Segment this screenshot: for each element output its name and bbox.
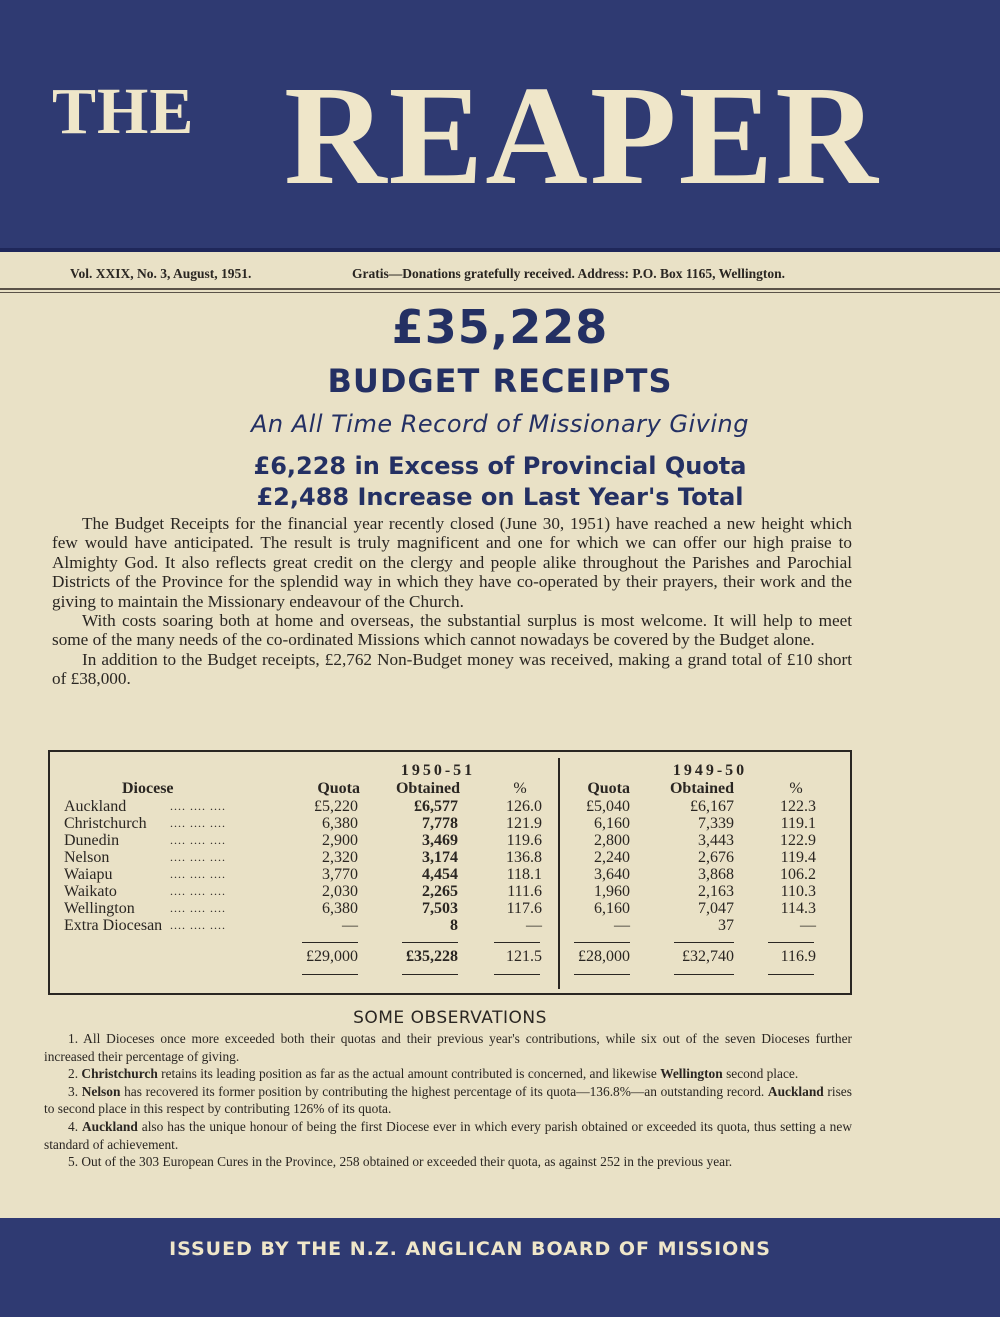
issue-info-line <box>0 262 1000 288</box>
total-rule <box>768 942 814 943</box>
article-body <box>52 514 852 689</box>
leader-dots: .... .... .... <box>170 833 226 847</box>
article-paragraph-1: The Budget Receipts for the financial year recently closed (June 30, 1951) have reached a new height which few would have anticipated. The result is truly magnificent and one for which we can offer our high praise to Almighty God. It also reflects great credit on the clergy and people alike throughout the Parishes and Parochial Districts of the Province for the splendid way in which they have co-operated by their prayers, their work and the giving to maintain the Missionary endeavour of the Church. <box>52 514 852 611</box>
observation-diocese: Nelson <box>81 1083 121 1099</box>
cell-name: Extra Diocesan <box>64 917 163 934</box>
total-rule-bottom <box>674 974 734 975</box>
headline-subtitle: An All Time Record of Missionary Giving <box>251 410 749 438</box>
cell-name: Christchurch <box>64 815 147 832</box>
total-quota-1950: £29,000 <box>306 948 358 965</box>
cell-p2: — <box>800 917 816 934</box>
cell-q2: — <box>614 917 630 934</box>
observation-5: 5. Out of the 303 European Cures in the Province, 258 obtained or exceeded their quota, as against 252 in the previous year. <box>68 1154 733 1170</box>
cell-q1: 6,380 <box>322 900 358 917</box>
cell-o1: £6,577 <box>414 798 458 815</box>
leader-dots: .... .... .... <box>170 816 226 830</box>
cell-q2: 6,160 <box>594 900 630 917</box>
observation-number: 3. <box>68 1083 79 1099</box>
observation-2 <box>44 1065 852 1083</box>
total-rule <box>302 942 358 943</box>
cell-q2: 2,240 <box>594 849 630 866</box>
total-rule-bottom <box>574 974 630 975</box>
total-rule <box>674 942 734 943</box>
cell-q2: 6,160 <box>594 815 630 832</box>
total-pct-1950: 121.5 <box>506 948 542 965</box>
observations-title: SOME OBSERVATIONS <box>353 1008 547 1028</box>
cell-p2: 122.9 <box>780 832 816 849</box>
cell-q1: 3,770 <box>322 866 358 883</box>
total-rule <box>574 942 630 943</box>
total-obtained-1949: £32,740 <box>682 948 734 965</box>
observation-text: rises to second place in this respect by contributing 126% of its quota. <box>44 1083 852 1117</box>
year-header-1950: 1950-51 <box>400 762 476 779</box>
total-rule <box>494 942 540 943</box>
observation-text: retains its leading position as far as the actual amount contributed is concerned, and likewise <box>161 1066 657 1082</box>
cell-p1: 118.1 <box>506 866 542 883</box>
column-header-pct-2: % <box>789 780 803 797</box>
total-rule <box>402 942 458 943</box>
leader-dots: .... .... .... <box>170 799 226 813</box>
leader-dots: .... .... .... <box>170 867 226 881</box>
cell-p2: 110.3 <box>780 883 816 900</box>
cell-name: Waiapu <box>64 866 113 883</box>
cell-name: Nelson <box>64 849 110 866</box>
cell-q1: — <box>342 917 358 934</box>
column-header-pct-1: % <box>513 780 527 797</box>
total-obtained-1950: £35,228 <box>406 948 458 965</box>
cell-o2: 37 <box>718 917 734 934</box>
leader-dots: .... .... .... <box>170 918 226 932</box>
observation-diocese: Christchurch <box>81 1066 158 1082</box>
column-header-diocese: Diocese <box>122 780 174 797</box>
article-paragraph-2: With costs soaring both at home and overseas, the substantial surplus is most welcome. It will help to meet some of the many needs of the co-ordinated Missions which cannot nowadays be covered by the Budget alone. <box>52 611 852 650</box>
cell-q1: £5,220 <box>314 798 358 815</box>
leader-dots: .... .... .... <box>170 850 226 864</box>
total-rule-bottom <box>768 974 814 975</box>
leader-dots: .... .... .... <box>170 884 226 898</box>
cell-o1: 3,469 <box>422 832 458 849</box>
cell-name: Waikato <box>64 883 117 900</box>
leader-dots: .... .... .... <box>170 901 226 915</box>
observation-number: 4. <box>68 1118 79 1134</box>
column-header-quota-1: Quota <box>317 780 360 797</box>
headline-title: BUDGET RECEIPTS <box>327 362 673 400</box>
observation-text: second place. <box>726 1066 799 1082</box>
cell-o1: 8 <box>450 917 458 934</box>
cell-q2: 2,800 <box>594 832 630 849</box>
cell-o2: 2,676 <box>698 849 734 866</box>
cell-q1: 6,380 <box>322 815 358 832</box>
cell-p1: 117.6 <box>506 900 542 917</box>
cell-p1: 121.9 <box>506 815 542 832</box>
headline-excess: £6,228 in Excess of Provincial Quota <box>253 452 747 480</box>
cell-p1: 136.8 <box>506 849 542 866</box>
cell-o2: £6,167 <box>690 798 734 815</box>
cell-p2: 119.1 <box>780 815 816 832</box>
year-header-1949: 1949-50 <box>672 762 748 779</box>
cell-p1: 119.6 <box>506 832 542 849</box>
observation-3 <box>44 1083 852 1118</box>
cell-q2: 1,960 <box>594 883 630 900</box>
cell-name: Auckland <box>64 798 127 815</box>
cell-p1: 126.0 <box>506 798 542 815</box>
cell-q1: 2,320 <box>322 849 358 866</box>
column-header-obtained-2: Obtained <box>669 780 734 797</box>
cell-o1: 3,174 <box>422 849 458 866</box>
observations-list <box>44 1030 852 1171</box>
observation-diocese: Auckland <box>81 1118 138 1134</box>
observation-text: also has the unique honour of being the first Diocese ever in which every parish obtained or exceeded its quota, thus setting a new standard of achievement. <box>44 1118 852 1152</box>
observation-diocese: Wellington <box>660 1066 723 1082</box>
divider-rule <box>0 288 1000 290</box>
cell-q2: 3,640 <box>594 866 630 883</box>
gratis-address: Gratis—Donations gratefully received. Address: P.O. Box 1165, Wellington. <box>352 266 786 281</box>
cell-o2: 2,163 <box>698 883 734 900</box>
cell-p1: — <box>526 917 542 934</box>
masthead-title: REAPER <box>284 56 880 214</box>
column-header-obtained-1: Obtained <box>395 780 460 797</box>
total-pct-1949: 116.9 <box>780 948 816 965</box>
cell-q2: £5,040 <box>586 798 630 815</box>
cell-p2: 106.2 <box>780 866 816 883</box>
cell-p1: 111.6 <box>507 883 542 900</box>
total-rule-bottom <box>402 974 458 975</box>
masthead <box>0 0 1000 252</box>
cell-o2: 3,868 <box>698 866 734 883</box>
column-header-quota-2: Quota <box>587 780 630 797</box>
cell-o2: 7,047 <box>698 900 734 917</box>
article-paragraph-3: In addition to the Budget receipts, £2,762 Non-Budget money was received, making a grand total of £10 short of £38,000. <box>52 649 852 689</box>
observation-1: 1. All Dioceses once more exceeded both their quotas and their previous year's contributions, while six out of the seven Dioceses further increased their percentage of giving. <box>44 1031 852 1064</box>
cell-o1: 4,454 <box>422 866 458 883</box>
cell-o2: 3,443 <box>698 832 734 849</box>
headline-increase: £2,488 Increase on Last Year's Total <box>256 483 744 511</box>
total-rule-bottom <box>302 974 358 975</box>
total-rule-bottom <box>494 974 540 975</box>
observation-4 <box>44 1118 852 1153</box>
cell-o1: 2,265 <box>422 883 458 900</box>
cell-o1: 7,778 <box>422 815 458 832</box>
observation-number: 2. <box>68 1066 79 1082</box>
cell-o2: 7,339 <box>698 815 734 832</box>
cell-p2: 114.3 <box>780 900 816 917</box>
cell-p2: 122.3 <box>780 798 816 815</box>
observation-diocese: Auckland <box>767 1083 824 1099</box>
cell-name: Wellington <box>64 900 135 917</box>
cell-q1: 2,900 <box>322 832 358 849</box>
budget-table <box>48 750 852 995</box>
footer-banner <box>0 1218 1000 1317</box>
divider-rule-thin <box>0 292 1000 293</box>
cell-o1: 7,503 <box>422 900 458 917</box>
observation-text: has recovered its former position by contributing the highest percentage of its quota—136.8%—an outstanding record. <box>124 1083 765 1099</box>
cell-name: Dunedin <box>64 832 120 849</box>
total-quota-1949: £28,000 <box>578 948 630 965</box>
footer-text: ISSUED BY THE N.Z. ANGLICAN BOARD OF MISSIONS <box>169 1238 771 1260</box>
cell-p2: 119.4 <box>780 849 816 866</box>
cell-q1: 2,030 <box>322 883 358 900</box>
headline-amount: £35,228 <box>391 300 609 354</box>
volume-info: Vol. XXIX, No. 3, August, 1951. <box>70 266 252 281</box>
masthead-the: THE <box>52 75 195 148</box>
